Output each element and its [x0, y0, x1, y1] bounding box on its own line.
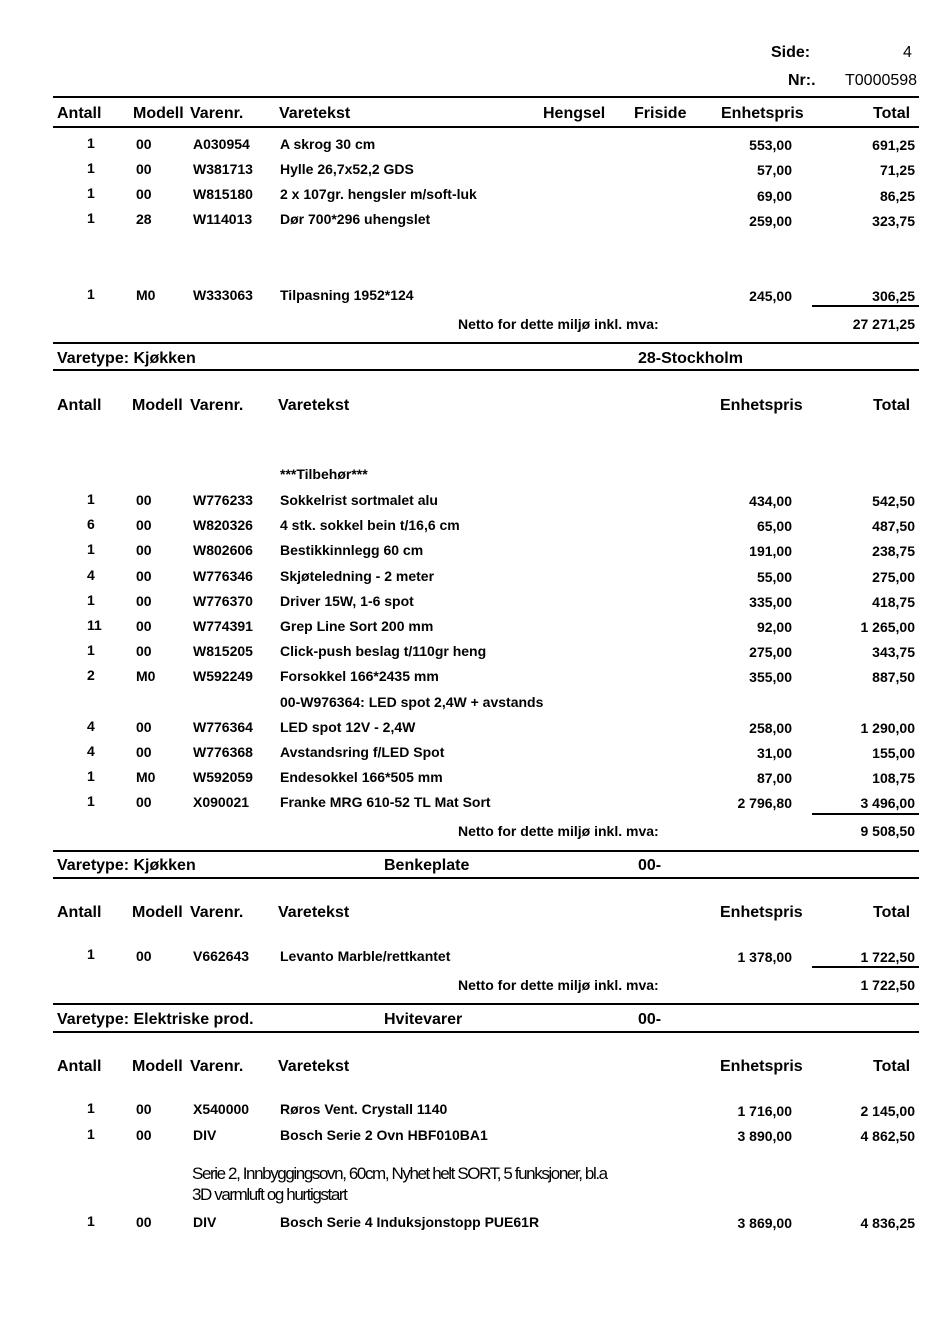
row-antall: 1: [87, 592, 95, 608]
row-antall: 1: [87, 768, 95, 784]
row-modell: 00: [136, 744, 152, 760]
row-modell: 00: [136, 1127, 152, 1143]
row-antall: 1: [87, 286, 95, 302]
row-antall: 1: [87, 1213, 95, 1229]
row-varenr: W776370: [193, 593, 253, 609]
row-total: 306,25: [872, 288, 915, 304]
row-pris: 1 716,00: [737, 1103, 792, 1119]
row-pris: 259,00: [749, 213, 792, 229]
row-total: 4 862,50: [860, 1128, 915, 1144]
varetype-label: Varetype: Kjøkken: [57, 857, 196, 874]
row-modell: M0: [136, 769, 156, 785]
row-tekst: Røros Vent. Crystall 1140: [280, 1101, 448, 1117]
row-pris: 245,00: [749, 288, 792, 304]
header-rule-bottom: [53, 126, 919, 128]
row-varenr: DIV: [193, 1214, 217, 1230]
product-note-line1: Serie 2, Innbyggingsovn, 60cm, Nyhet helt SORT, 5 funksjoner, bl.a: [192, 1164, 607, 1183]
row-antall: 1: [87, 185, 95, 201]
row-pris: 355,00: [749, 669, 792, 685]
col-varetekst: Varetekst: [278, 904, 350, 921]
side-value: 4: [903, 44, 912, 61]
col-varenr: Varenr.: [190, 904, 244, 921]
row-total: 542,50: [872, 493, 915, 509]
row-pris: 31,00: [756, 745, 792, 761]
row-varenr: W592249: [193, 668, 253, 684]
row-modell: 00: [136, 542, 152, 558]
col-enhetspris: Enhetspris: [720, 397, 803, 414]
row-total: 108,75: [872, 770, 915, 786]
row-tekst: 4 stk. sokkel bein t/16,6 cm: [280, 517, 460, 533]
varetype-category: Benkeplate: [384, 857, 470, 874]
col-varenr: Varenr.: [190, 1058, 244, 1075]
row-total: 238,75: [872, 543, 915, 559]
row-antall: 6: [87, 516, 95, 532]
side-label: Side:: [771, 44, 811, 61]
row-varenr: W815180: [193, 186, 253, 202]
row-modell: 00: [136, 593, 152, 609]
col-antall: Antall: [57, 397, 102, 414]
col-hengsel: Hengsel: [543, 105, 606, 122]
col-total: Total: [873, 105, 911, 122]
row-pris: 1 378,00: [737, 949, 792, 965]
row-tekst: LED spot 12V - 2,4W: [280, 719, 416, 735]
row-antall: 2: [87, 667, 95, 683]
col-varenr: Varenr.: [190, 397, 244, 414]
row-varenr: W776368: [193, 744, 253, 760]
row-varenr: W333063: [193, 287, 253, 303]
section-rule-bottom: [53, 1031, 919, 1033]
row-varenr: X090021: [193, 794, 250, 810]
row-pris: 55,00: [756, 569, 792, 585]
netto-label: Netto for dette miljø inkl. mva:: [458, 316, 659, 332]
section-rule-top: [53, 342, 919, 344]
row-varenr: W776233: [193, 492, 253, 508]
section-rule-top: [53, 850, 919, 852]
row-total: 343,75: [872, 644, 915, 660]
row-tekst: Tilpasning 1952*124: [280, 287, 414, 303]
col-modell: Modell: [132, 397, 183, 414]
col-antall: Antall: [57, 1058, 102, 1075]
row-tekst: Hylle 26,7x52,2 GDS: [280, 161, 414, 177]
row-antall: 11: [87, 617, 102, 633]
row-antall: 1: [87, 1126, 95, 1142]
netto-value: 9 508,50: [860, 823, 915, 839]
row-tekst: Sokkelrist sortmalet alu: [280, 492, 438, 508]
row-tekst: Bestikkinnlegg 60 cm: [280, 542, 424, 558]
row-tekst: Grep Line Sort 200 mm: [280, 618, 434, 634]
row-varenr: W776364: [193, 719, 253, 735]
row-modell: 00: [136, 643, 152, 659]
netto-label: Netto for dette miljø inkl. mva:: [458, 823, 659, 839]
row-modell: 00: [136, 517, 152, 533]
varetype-model: 00-: [638, 1011, 662, 1028]
row-total: 887,50: [872, 669, 915, 685]
netto-label: Netto for dette miljø inkl. mva:: [458, 977, 659, 993]
row-modell: 00: [136, 948, 152, 964]
row-pris: 87,00: [756, 770, 792, 786]
row-total: 1 265,00: [860, 619, 915, 635]
row-tekst: Franke MRG 610-52 TL Mat Sort: [280, 794, 491, 810]
row-antall: 1: [87, 793, 95, 809]
row-tekst: Driver 15W, 1-6 spot: [280, 593, 414, 609]
row-tekst: Forsokkel 166*2435 mm: [280, 668, 439, 684]
row-total: 418,75: [872, 594, 915, 610]
row-varenr: W774391: [193, 618, 253, 634]
section-rule-bottom: [53, 877, 919, 879]
row-total: 1 722,50: [860, 949, 915, 965]
row-pris: 335,00: [749, 594, 792, 610]
row-varenr: W776346: [193, 568, 253, 584]
row-varenr: W815205: [193, 643, 253, 659]
row-modell: 00: [136, 568, 152, 584]
col-varenr: Varenr.: [190, 105, 244, 122]
row-tekst: Levanto Marble/rettkantet: [280, 948, 451, 964]
varetype-category: Hvitevarer: [384, 1011, 463, 1028]
row-modell: M0: [136, 287, 156, 303]
row-modell: 00: [136, 161, 152, 177]
row-tekst: A skrog 30 cm: [280, 136, 376, 152]
row-modell: 00: [136, 1101, 152, 1117]
row-varenr: W820326: [193, 517, 253, 533]
row-total: 3 496,00: [860, 795, 915, 811]
row-total: 323,75: [872, 213, 915, 229]
row-tekst: 2 x 107gr. hengsler m/soft-luk: [280, 186, 477, 202]
row-pris: 434,00: [749, 493, 792, 509]
product-note-line2: 3D varmluft og hurtigstart: [192, 1185, 347, 1204]
row-antall: 1: [87, 1100, 95, 1116]
row-pris: 258,00: [749, 720, 792, 736]
header-rule-top: [53, 96, 919, 98]
row-total: 1 290,00: [860, 720, 915, 736]
row-pris: 275,00: [749, 644, 792, 660]
row-pris: 65,00: [756, 518, 792, 534]
row-modell: 00: [136, 794, 152, 810]
row-total: 2 145,00: [860, 1103, 915, 1119]
row-pris: 2 796,80: [737, 795, 792, 811]
row-pris: 57,00: [756, 162, 792, 178]
row-pris: 69,00: [756, 188, 792, 204]
col-friside: Friside: [634, 105, 687, 122]
row-antall: 1: [87, 946, 95, 962]
col-total: Total: [873, 904, 911, 921]
row-total: 487,50: [872, 518, 915, 534]
row-pris: 3 869,00: [737, 1215, 792, 1231]
row-total: 71,25: [879, 162, 915, 178]
row-antall: 1: [87, 135, 95, 151]
row-varenr: DIV: [193, 1127, 217, 1143]
section-rule-top: [53, 1003, 919, 1005]
varetype-label: Varetype: Elektriske prod.: [57, 1011, 254, 1028]
row-antall: 1: [87, 160, 95, 176]
col-total: Total: [873, 1058, 911, 1075]
row-antall: 1: [87, 541, 95, 557]
col-modell: Modell: [133, 105, 184, 122]
netto-value: 1 722,50: [860, 977, 915, 993]
col-varetekst: Varetekst: [279, 105, 351, 122]
subtotal-rule: [812, 813, 919, 815]
row-varenr: W802606: [193, 542, 253, 558]
varetype-label: Varetype: Kjøkken: [57, 350, 196, 367]
row-total: 155,00: [872, 745, 915, 761]
row-varenr: V662643: [193, 948, 250, 964]
row-modell: 00: [136, 719, 152, 735]
varetype-model: 28-Stockholm: [638, 350, 743, 367]
row-tekst: Dør 700*296 uhengslet: [280, 211, 431, 227]
col-enhetspris: Enhetspris: [721, 105, 804, 122]
col-enhetspris: Enhetspris: [720, 904, 803, 921]
row-modell: 00: [136, 186, 152, 202]
col-varetekst: Varetekst: [278, 1058, 350, 1075]
row-pris: 92,00: [756, 619, 792, 635]
row-total: 86,25: [879, 188, 915, 204]
nr-label: Nr:.: [788, 72, 816, 89]
row-modell: 00: [136, 136, 152, 152]
row-varenr: W592059: [193, 769, 253, 785]
netto-value: 27 271,25: [852, 316, 915, 332]
varetype-model: 00-: [638, 857, 662, 874]
row-antall: 4: [87, 567, 95, 583]
row-antall: 4: [87, 743, 95, 759]
row-varenr: X540000: [193, 1101, 250, 1117]
row-total: 275,00: [872, 569, 915, 585]
row-modell: M0: [136, 668, 156, 684]
row-varenr: W114013: [193, 211, 253, 227]
row-antall: 4: [87, 718, 95, 734]
row-tekst: Avstandsring f/LED Spot: [280, 744, 445, 760]
row-total: 691,25: [872, 137, 915, 153]
subtotal-rule: [812, 305, 919, 307]
row-antall: 1: [87, 642, 95, 658]
col-modell: Modell: [132, 1058, 183, 1075]
col-total: Total: [873, 397, 911, 414]
nr-value: T0000598: [845, 72, 918, 89]
col-antall: Antall: [57, 105, 102, 122]
row-antall: 1: [87, 491, 95, 507]
row-modell: 00: [136, 1214, 152, 1230]
row-tekst: 00-W976364: LED spot 2,4W + avstands: [280, 694, 544, 710]
col-enhetspris: Enhetspris: [720, 1058, 803, 1075]
col-varetekst: Varetekst: [278, 397, 350, 414]
subtotal-rule: [812, 966, 919, 968]
row-modell: 00: [136, 618, 152, 634]
row-varenr: W381713: [193, 161, 253, 177]
row-total: 4 836,25: [860, 1215, 915, 1231]
row-modell: 28: [136, 211, 152, 227]
row-pris: 191,00: [749, 543, 792, 559]
section-rule-bottom: [53, 369, 919, 371]
row-tekst: Bosch Serie 4 Induksjonstopp PUE61R: [280, 1214, 540, 1230]
row-antall: 1: [87, 210, 95, 226]
row-pris: 3 890,00: [737, 1128, 792, 1144]
row-tekst: Click-push beslag t/110gr heng: [280, 643, 487, 659]
row-tekst: Skjøteledning - 2 meter: [280, 568, 435, 584]
col-modell: Modell: [132, 904, 183, 921]
row-tekst: Endesokkel 166*505 mm: [280, 769, 443, 785]
col-antall: Antall: [57, 904, 102, 921]
group-label: ***Tilbehør***: [280, 466, 368, 482]
row-modell: 00: [136, 492, 152, 508]
row-pris: 553,00: [749, 137, 792, 153]
row-tekst: Bosch Serie 2 Ovn HBF010BA1: [280, 1127, 488, 1143]
row-varenr: A030954: [193, 136, 250, 152]
